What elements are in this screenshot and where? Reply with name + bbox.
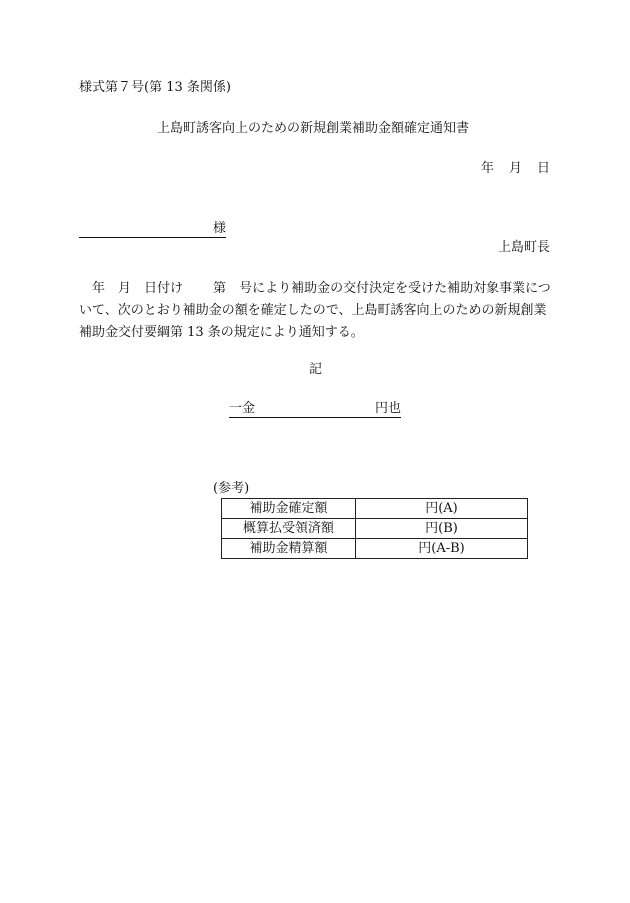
amount-prefix: 一金: [229, 401, 256, 416]
date-year-label: 年: [480, 161, 494, 176]
date-line: [481, 162, 550, 175]
table-cell-label: 補助金精算額: [222, 539, 356, 559]
body-month: 月: [118, 281, 132, 296]
form-number: 様式第７号(第 13 条関係): [79, 80, 231, 95]
date-day-label: 日: [536, 161, 550, 176]
amount-suffix: 円也: [374, 401, 401, 416]
table-cell-label: 概算払受領済額: [222, 519, 356, 539]
table-cell-value: 円(A): [356, 499, 528, 519]
sender-name: 上島町長: [497, 240, 550, 255]
ki-heading: 記: [309, 362, 323, 377]
notice-body: [79, 278, 553, 344]
reference-label: (参考): [213, 481, 250, 496]
table-row: [222, 519, 528, 539]
amount-line: [229, 402, 401, 418]
table-cell-value: 円(B): [356, 519, 528, 539]
reference-table: [221, 498, 528, 559]
table-cell-label: 補助金確定額: [222, 499, 356, 519]
document-title: 上島町誘客向上のための新規創業補助金額確定通知書: [157, 121, 470, 136]
addressee-line: [79, 222, 226, 238]
body-day: 日付け: [144, 281, 184, 296]
addressee-honorific: 様: [212, 221, 226, 236]
body-main-text: 号により補助金の交付決定を受けた補助対象事業について、次のとおり補助金の額を確定したので、上島町誘客向上のための新規創業補助金交付要綱第 13 条の規定により通知する。: [79, 281, 551, 340]
table-row: [222, 499, 528, 519]
body-year: 年: [92, 281, 106, 296]
body-number: 第: [213, 281, 227, 296]
date-month-label: 月: [508, 161, 522, 176]
table-cell-value: 円(A-B): [356, 539, 528, 559]
table-row: [222, 539, 528, 559]
